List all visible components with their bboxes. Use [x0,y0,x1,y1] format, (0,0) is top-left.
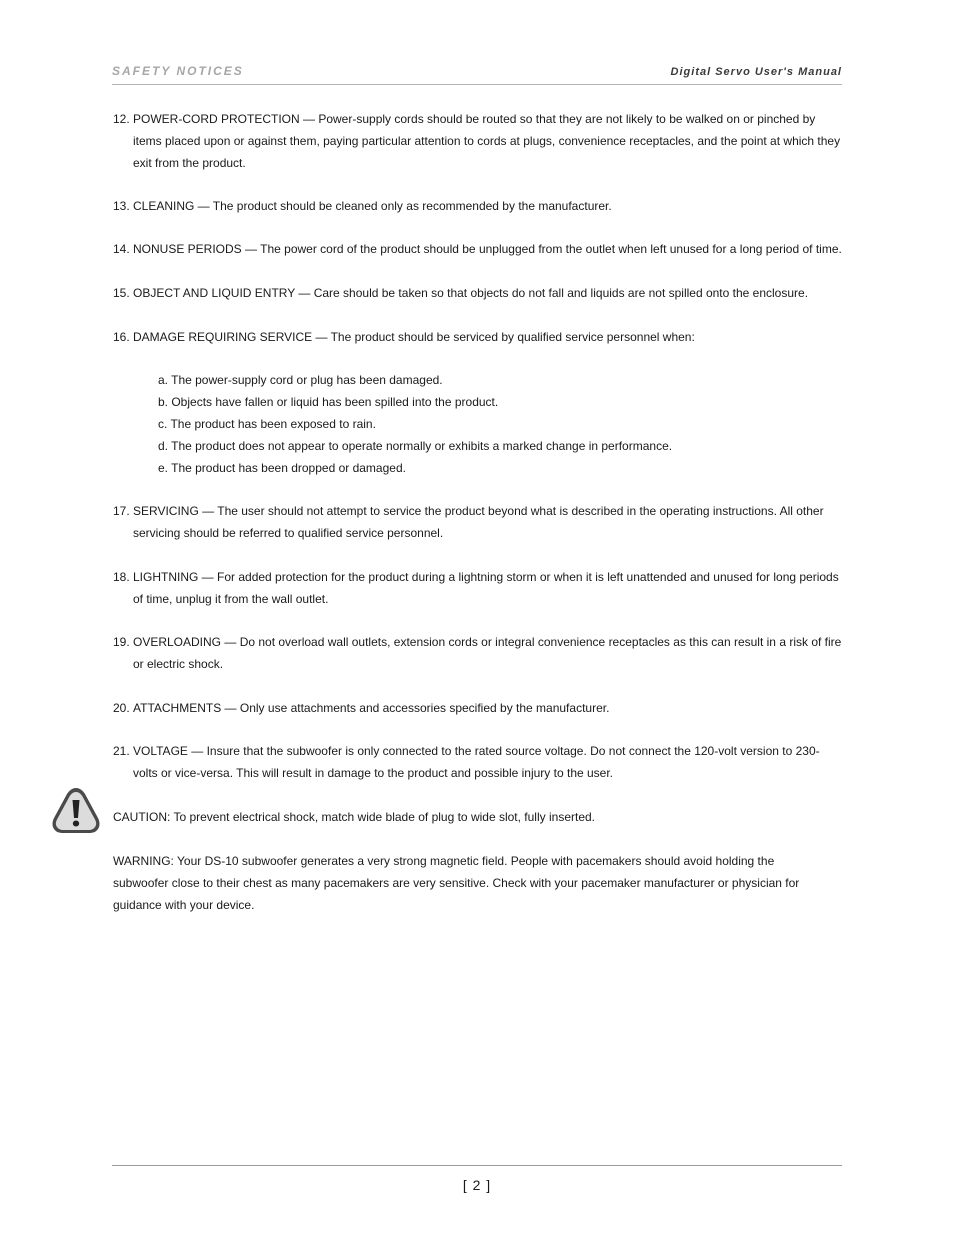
item-number: 15. [113,286,130,300]
notice-item-19 [113,631,843,675]
damage-condition-d: d. The product does not appear to operate normally or exhibits a marked change in performance. [158,439,673,453]
item-number: 20. [113,701,130,715]
item-number: 18. [113,570,130,584]
item-text: LIGHTNING — For added protection for the product during a lightning storm or when it is left unattended and unused for long periods of time, unplug it from the wall outlet. [133,570,839,606]
manual-title: Digital Servo User's Manual [670,66,842,78]
item-text: SERVICING — The user should not attempt to service the product beyond what is described in the operating instructions. All other servicing should be referred to qualified service personnel. [133,504,824,540]
item-text: VOLTAGE — Insure that the subwoofer is only connected to the rated source voltage. Do not connect the 120-volt version to 230-volts or vice-versa. This will result in damage to the product and possible injury to the user. [133,744,820,780]
damage-condition-c: c. The product has been exposed to rain. [158,417,376,431]
caution-note: CAUTION: To prevent electrical shock, match wide blade of plug to wide slot, fully inserted. [113,810,595,824]
item-text: ATTACHMENTS — Only use attachments and accessories specified by the manufacturer. [133,701,610,715]
warning-note: WARNING: Your DS-10 subwoofer generates a very strong magnetic field. People with pacemakers should avoid holding the subwoofer close to their chest as many pacemakers are very sensitive. Check with your pacemaker manufacturer or physician for guidance with your device. [113,854,800,912]
page-number: [ 2 ] [462,1177,492,1193]
item-text: DAMAGE REQUIRING SERVICE — The product should be serviced by qualified service personnel when: [133,330,695,344]
item-number: 13. [113,199,130,213]
damage-condition-b: b. Objects have fallen or liquid has been spilled into the product. [158,395,499,409]
item-text: NONUSE PERIODS — The power cord of the product should be unplugged from the outlet when left unused for a long period of time. [133,242,842,256]
section-title: SAFETY NOTICES [112,64,244,78]
notice-item-15 [113,282,843,304]
page-header [112,62,842,85]
item-number: 14. [113,242,130,256]
footer-divider [112,1165,842,1166]
notice-item-18 [113,566,843,610]
item-number: 17. [113,504,130,518]
damage-condition-e: e. The product has been dropped or damaged. [158,461,406,475]
item-number: 19. [113,635,130,649]
notice-item-13 [113,195,843,217]
item-text: POWER-CORD PROTECTION — Power-supply cords should be routed so that they are not likely to be walked on or pinched by items placed upon or against them, paying particular attention to cords at plugs, convenience receptacles, and the point at which they exit from the product. [133,112,841,170]
item-number: 21. [113,744,130,758]
exclamation-warning-icon [50,785,102,837]
item-number: 16. [113,330,130,344]
item-text: OBJECT AND LIQUID ENTRY — Care should be taken so that objects do not fall and liquids are not spilled onto the enclosure. [133,286,809,300]
notice-item-21 [113,740,843,784]
item-number: 12. [113,112,130,126]
notice-item-12 [113,108,843,174]
item-text: CLEANING — The product should be cleaned only as recommended by the manufacturer. [133,199,612,213]
notice-item-14 [113,238,843,260]
notice-item-16 [113,326,843,348]
damage-condition-a: a. The power-supply cord or plug has been damaged. [158,373,443,387]
item-text: OVERLOADING — Do not overload wall outlets, extension cords or integral convenience receptacles as this can result in a risk of fire or electric shock. [133,635,842,671]
notice-item-17 [113,500,843,544]
notice-item-20 [113,697,843,719]
